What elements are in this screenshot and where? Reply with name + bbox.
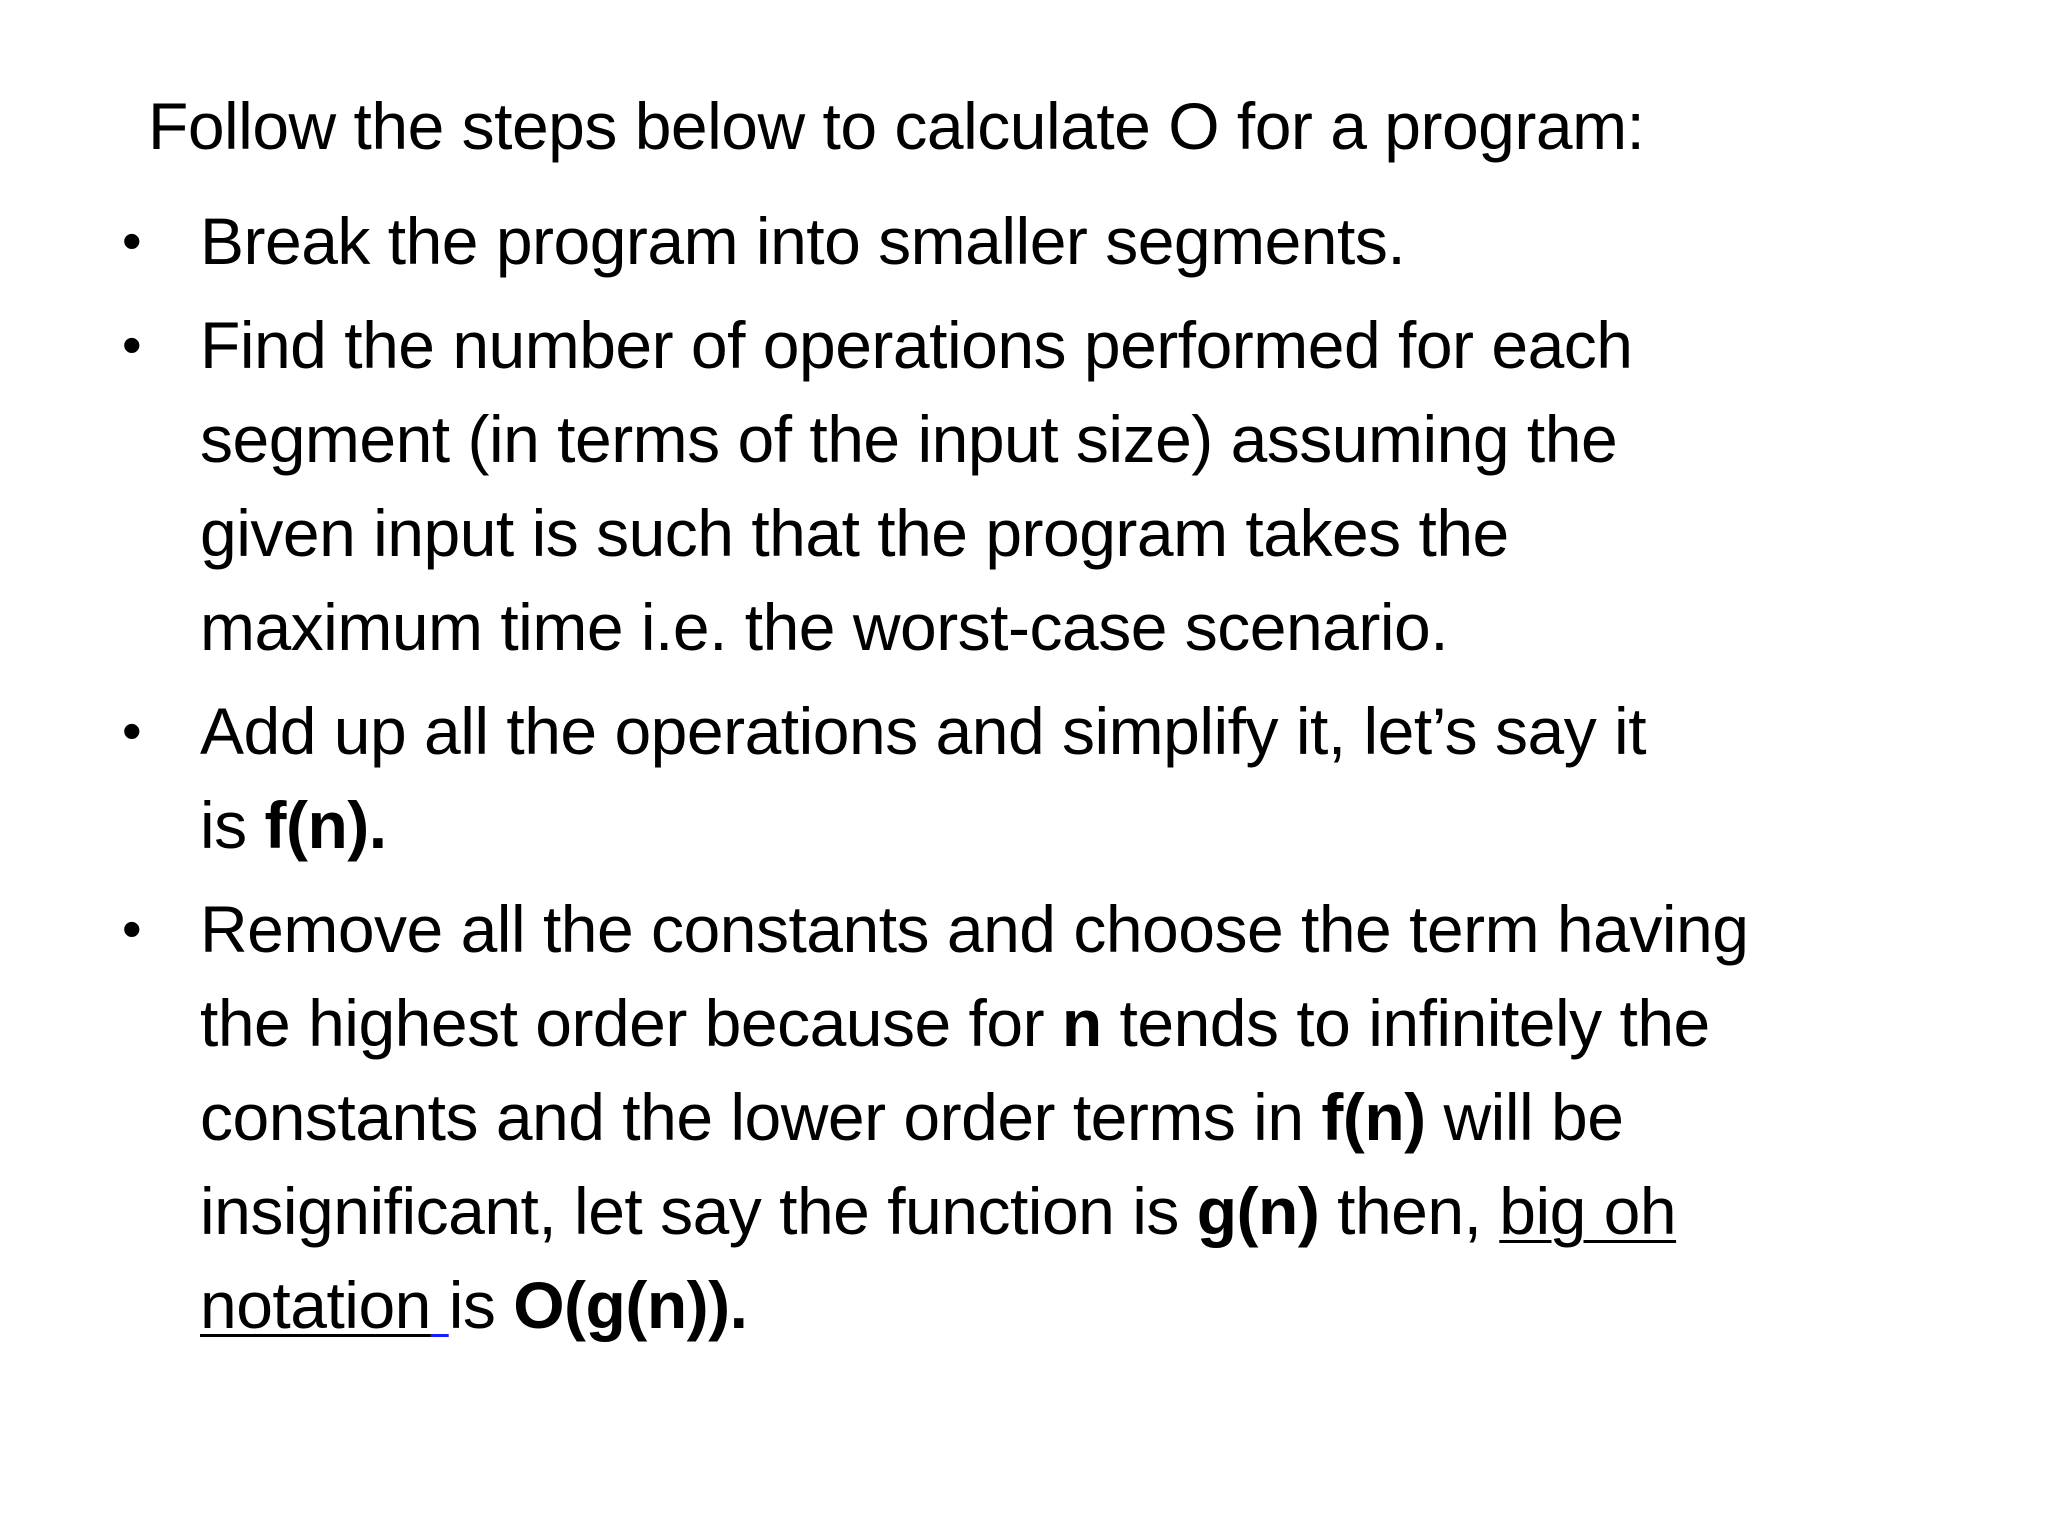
bold-term: f(n). — [264, 788, 387, 862]
text-line: notation is O(g(n)). — [200, 1268, 748, 1342]
bullet-dot-icon: • — [122, 313, 142, 376]
big-oh-link[interactable]: big oh — [1499, 1174, 1677, 1248]
text-line: maximum time i.e. the worst-case scenario. — [200, 590, 1449, 664]
text-line: given input is such that the program takes the — [200, 496, 1509, 570]
bold-term: g(n) — [1196, 1174, 1320, 1248]
text-line: insignificant, let say the function is g(n) then, big oh — [200, 1174, 1677, 1248]
bullet-item-1 — [120, 194, 1920, 288]
bullet-list — [120, 194, 1920, 1362]
bold-term: O(g(n)). — [513, 1268, 748, 1342]
text-line: Find the number of operations performed for each — [200, 308, 1633, 382]
bold-term: n — [1061, 986, 1102, 1060]
bullet-item-2 — [120, 298, 1920, 674]
text-line: Remove all the constants and choose the term having — [200, 892, 1749, 966]
text-line: is f(n). — [200, 788, 387, 862]
notation-link-tail[interactable] — [431, 1268, 449, 1342]
text-line: Add up all the operations and simplify it, let’s say it — [200, 694, 1647, 768]
text-line: Break the program into smaller segments. — [200, 204, 1406, 278]
intro-text: Follow the steps below to calculate O for a program: — [148, 89, 1645, 163]
bullet-dot-icon: • — [122, 209, 142, 272]
notation-link[interactable]: notation — [200, 1268, 431, 1342]
text-line: segment (in terms of the input size) assuming the — [200, 402, 1618, 476]
bullet-dot-icon: • — [122, 699, 142, 762]
bullet-item-4 — [120, 882, 1920, 1352]
bullet-item-3 — [120, 684, 1920, 872]
text-line: constants and the lower order terms in f(n) will be — [200, 1080, 1624, 1154]
bullet-dot-icon: • — [122, 897, 142, 960]
bold-term: f(n) — [1321, 1080, 1426, 1154]
text-line: the highest order because for n tends to infinitely the — [200, 986, 1710, 1060]
